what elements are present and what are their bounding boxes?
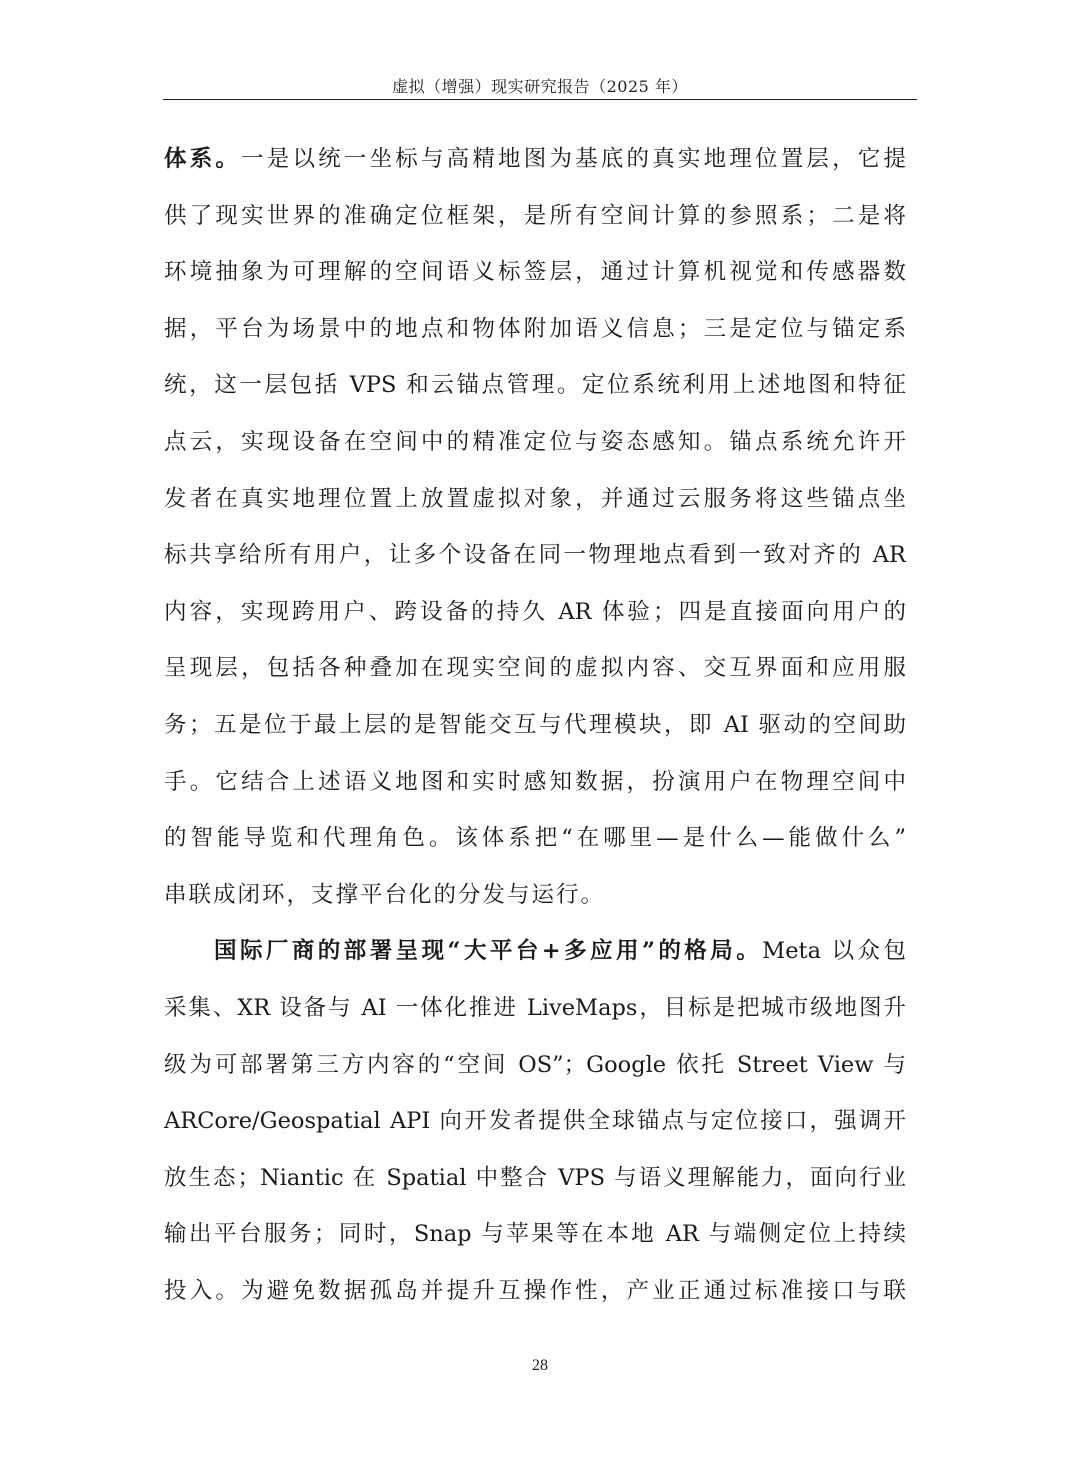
text-line: 级为可部署第三方内容的“空间 OS”；Google 依托 Street View 与 — [164, 1051, 906, 1078]
text-line: 的智能导览和代理角色。该体系把“在哪里—是什么—能做什么” — [164, 825, 906, 852]
text-line — [164, 131, 906, 188]
text-line: 环境抽象为可理解的空间语义标签层，通过计算机视觉和传感器数 — [164, 259, 906, 286]
text-line: 发者在真实地理位置上放置虚拟对象，并通过云服务将这些锚点坐 — [164, 485, 906, 512]
text-line: 标共享给所有用户，让多个设备在同一物理地点看到一致对齐的 AR — [164, 542, 906, 569]
paragraph-1 — [164, 131, 906, 923]
line-text: 一是以统一坐标与高精地图为基底的真实地理位置层，它提 — [241, 146, 906, 172]
bold-lead: 国际厂商的部署呈现“大平台+多应用”的格局。 — [214, 938, 763, 965]
body-text — [164, 131, 906, 1319]
paragraph-2 — [164, 923, 906, 1319]
text-line — [164, 923, 906, 980]
text-line: 放生态；Niantic 在 Spatial 中整合 VPS 与语义理解能力，面向行业 — [164, 1164, 906, 1191]
text-line: 供了现实世界的准确定位框架，是所有空间计算的参照系；二是将 — [164, 202, 906, 229]
text-line: 务；五是位于最上层的是智能交互与代理模块，即 AI 驱动的空间助 — [164, 711, 906, 738]
text-line: 手。它结合上述语义地图和实时感知数据，扮演用户在物理空间中 — [164, 768, 906, 795]
text-line: 串联成闭环，支撑平台化的分发与运行。 — [164, 881, 606, 908]
text-line: ARCore/Geospatial API 向开发者提供全球锚点与定位接口，强调开 — [164, 1108, 906, 1135]
header-rule — [163, 99, 917, 100]
text-line: 呈现层，包括各种叠加在现实空间的虚拟内容、交互界面和应用服 — [164, 655, 906, 682]
text-line: 点云，实现设备在空间中的精准定位与姿态感知。锚点系统允许开 — [164, 428, 906, 455]
line-text: Meta 以众包 — [762, 938, 906, 965]
text-line: 输出平台服务；同时，Snap 与苹果等在本地 AR 与端侧定位上持续 — [164, 1221, 906, 1248]
page-header: 虚拟（增强）现实研究报告（2025 年） — [392, 77, 688, 96]
text-line: 据，平台为场景中的地点和物体附加语义信息；三是定位与锚定系 — [164, 315, 906, 342]
text-line: 统，这一层包括 VPS 和云锚点管理。定位系统利用上述地图和特征 — [164, 372, 906, 399]
bold-lead: 体系。 — [164, 146, 242, 172]
text-line: 采集、XR 设备与 AI 一体化推进 LiveMaps，目标是把城市级地图升 — [164, 994, 906, 1021]
page-number: 28 — [532, 1357, 548, 1374]
text-line: 投入。为避免数据孤岛并提升互操作性，产业正通过标准接口与联 — [164, 1277, 906, 1304]
text-line: 内容，实现跨用户、跨设备的持久 AR 体验；四是直接面向用户的 — [164, 598, 906, 625]
